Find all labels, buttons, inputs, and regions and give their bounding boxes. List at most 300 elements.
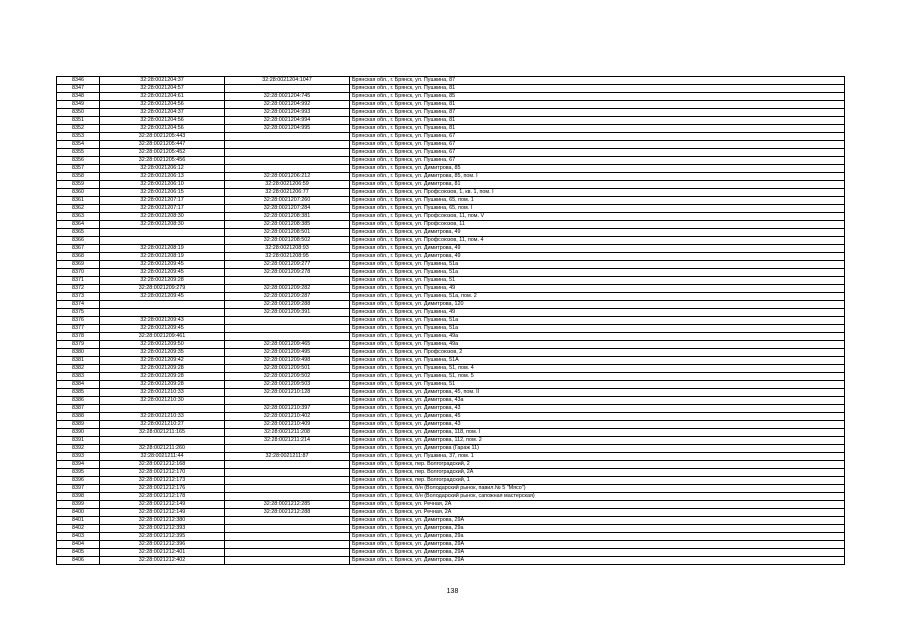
parcel-number-cell: 32:28:0021211:260 (100, 445, 225, 453)
building-number-cell (225, 157, 350, 165)
address-cell: Брянская обл., г. Брянск, ул. Профсоюзов, 11 (350, 221, 845, 229)
building-number-cell: 32:28:0021210:397 (225, 405, 350, 413)
table-row (57, 221, 845, 229)
building-number-cell (225, 141, 350, 149)
row-number-cell: 8390 (57, 429, 100, 437)
parcel-number-cell: 32:28:0021205:456 (100, 157, 225, 165)
registry-table-body (57, 77, 845, 565)
row-number-cell: 8405 (57, 549, 100, 557)
table-row (57, 173, 845, 181)
table-row (57, 477, 845, 485)
address-cell: Брянская обл., г. Брянск, ул. Димитрова, 29а (350, 525, 845, 533)
table-row (57, 189, 845, 197)
row-number-cell: 8394 (57, 461, 100, 469)
address-cell: Брянская обл., г. Брянск, ул. Димитрова, 85, пом. I (350, 173, 845, 181)
parcel-number-cell: 32:28:0021212:149 (100, 501, 225, 509)
row-number-cell: 8373 (57, 293, 100, 301)
table-row (57, 133, 845, 141)
parcel-number-cell: 32:28:0021209:28 (100, 381, 225, 389)
row-number-cell: 8370 (57, 269, 100, 277)
address-cell: Брянская обл., г. Брянск, ул. Димитрова, 29А (350, 541, 845, 549)
address-cell: Брянская обл., г. Брянск, пер. Волгоградский, 2А (350, 469, 845, 477)
table-row (57, 237, 845, 245)
table-row (57, 485, 845, 493)
row-number-cell: 8363 (57, 213, 100, 221)
row-number-cell: 8396 (57, 477, 100, 485)
address-cell: Брянская обл., г. Брянск, ул. Димитрова (Гараж 11) (350, 445, 845, 453)
table-row (57, 261, 845, 269)
table-row (57, 389, 845, 397)
building-number-cell: 32:28:0021211:208 (225, 429, 350, 437)
table-row (57, 469, 845, 477)
building-number-cell: 32:28:0021206:59 (225, 181, 350, 189)
address-cell: Брянская обл., г. Брянск, ул. Димитрова, 120 (350, 301, 845, 309)
parcel-number-cell: 32:28:0021204:56 (100, 101, 225, 109)
building-number-cell (225, 165, 350, 173)
building-number-cell (225, 85, 350, 93)
building-number-cell (225, 397, 350, 405)
table-row (57, 509, 845, 517)
parcel-number-cell: 32:28:0021205:447 (100, 141, 225, 149)
building-number-cell (225, 493, 350, 501)
building-number-cell: 32:28:0021212:285 (225, 501, 350, 509)
parcel-number-cell: 32:28:0021212:401 (100, 549, 225, 557)
row-number-cell: 8351 (57, 117, 100, 125)
parcel-number-cell: 32:28:0021205:452 (100, 149, 225, 157)
row-number-cell: 8376 (57, 317, 100, 325)
address-cell: Брянская обл., г. Брянск, ул. Пушкина, 67 (350, 133, 845, 141)
address-cell: Брянская обл., г. Брянск, ул. Пушкина, 85 (350, 93, 845, 101)
parcel-number-cell: 32:28:0021204:57 (100, 85, 225, 93)
row-number-cell: 8354 (57, 141, 100, 149)
parcel-number-cell: 32:28:0021209:45 (100, 325, 225, 333)
row-number-cell: 8377 (57, 325, 100, 333)
building-number-cell (225, 445, 350, 453)
table-row (57, 397, 845, 405)
building-number-cell (225, 277, 350, 285)
parcel-number-cell: 32:28:0021209:28 (100, 373, 225, 381)
building-number-cell (225, 549, 350, 557)
table-row (57, 349, 845, 357)
parcel-number-cell: 32:28:0021204:37 (100, 77, 225, 85)
row-number-cell: 8386 (57, 397, 100, 405)
building-number-cell (225, 333, 350, 341)
building-number-cell: 32:28:0021207:284 (225, 205, 350, 213)
parcel-number-cell: 32:28:0021212:168 (100, 461, 225, 469)
parcel-number-cell: 32:28:0021212:173 (100, 477, 225, 485)
address-cell: Брянская обл., г. Брянск, ул. Пушкина, 51а (350, 269, 845, 277)
parcel-number-cell: 32:28:0021204:56 (100, 125, 225, 133)
parcel-number-cell (100, 309, 225, 317)
address-cell: Брянская обл., г. Брянск, ул. Пушкина, 67 (350, 141, 845, 149)
building-number-cell (225, 533, 350, 541)
table-row (57, 453, 845, 461)
parcel-number-cell: 32:28:0021212:396 (100, 541, 225, 549)
building-number-cell: 32:28:0021208:501 (225, 229, 350, 237)
row-number-cell: 8399 (57, 501, 100, 509)
address-cell: Брянская обл., г. Брянск, пер. Волгоградский, 2 (350, 461, 845, 469)
table-row (57, 405, 845, 413)
address-cell: Брянская обл., г. Брянск, ул. Пушкина, 51а (350, 325, 845, 333)
building-number-cell: 32:28:0021204:994 (225, 117, 350, 125)
table-row (57, 269, 845, 277)
table-row (57, 493, 845, 501)
address-cell: Брянская обл., г. Брянск, ул. Профсоюзов, 1, кв. 1, пом. I (350, 189, 845, 197)
building-number-cell: 32:28:0021209:288 (225, 301, 350, 309)
table-row (57, 157, 845, 165)
row-number-cell: 8348 (57, 93, 100, 101)
parcel-number-cell: 32:28:0021209:50 (100, 341, 225, 349)
parcel-number-cell: 32:28:0021209:279 (100, 285, 225, 293)
row-number-cell: 8349 (57, 101, 100, 109)
building-number-cell: 32:28:0021204:1047 (225, 77, 350, 85)
table-row (57, 373, 845, 381)
table-row (57, 341, 845, 349)
address-cell: Брянская обл., г. Брянск, ул. Пушкина, 49 (350, 285, 845, 293)
table-row (57, 285, 845, 293)
parcel-number-cell: 32:28:0021212:395 (100, 533, 225, 541)
parcel-number-cell: 32:28:0021212:170 (100, 469, 225, 477)
table-row (57, 517, 845, 525)
address-cell: Брянская обл., г. Брянск, ул. Пушкина, 87 (350, 77, 845, 85)
parcel-number-cell: 32:28:0021209:45 (100, 293, 225, 301)
row-number-cell: 8392 (57, 445, 100, 453)
table-row (57, 413, 845, 421)
building-number-cell: 32:28:0021209:465 (225, 341, 350, 349)
address-cell: Брянская обл., г. Брянск, ул. Пушкина, 81 (350, 101, 845, 109)
parcel-number-cell: 32:28:0021212:380 (100, 517, 225, 525)
row-number-cell: 8403 (57, 533, 100, 541)
building-number-cell: 32:28:0021209:287 (225, 293, 350, 301)
row-number-cell: 8353 (57, 133, 100, 141)
table-row (57, 541, 845, 549)
table-row (57, 205, 845, 213)
address-cell: Брянская обл., г. Брянск, ул. Пушкина, 81 (350, 117, 845, 125)
address-cell: Брянская обл., г. Брянск, ул. Димитрова, 81 (350, 181, 845, 189)
parcel-number-cell: 32:28:0021208:30 (100, 213, 225, 221)
table-row (57, 85, 845, 93)
building-number-cell (225, 149, 350, 157)
address-cell: Брянская обл., г. Брянск, ул. Пушкина, 51 (350, 277, 845, 285)
row-number-cell: 8371 (57, 277, 100, 285)
building-number-cell: 32:28:0021212:288 (225, 509, 350, 517)
address-cell: Брянская обл., г. Брянск, ул. Пушкина, 51А (350, 357, 845, 365)
building-number-cell: 32:28:0021208:381 (225, 213, 350, 221)
building-number-cell (225, 525, 350, 533)
building-number-cell: 32:28:0021207:260 (225, 197, 350, 205)
table-row (57, 109, 845, 117)
table-row (57, 309, 845, 317)
building-number-cell: 32:28:0021210:128 (225, 389, 350, 397)
address-cell: Брянская обл., г. Брянск, ул. Пушкина, 37, пом. 1 (350, 453, 845, 461)
parcel-number-cell (100, 405, 225, 413)
table-row (57, 181, 845, 189)
table-row (57, 77, 845, 85)
building-number-cell: 32:28:0021209:282 (225, 285, 350, 293)
row-number-cell: 8368 (57, 253, 100, 261)
parcel-number-cell: 32:28:0021206:13 (100, 173, 225, 181)
table-row (57, 197, 845, 205)
row-number-cell: 8387 (57, 405, 100, 413)
table-row (57, 301, 845, 309)
row-number-cell: 8378 (57, 333, 100, 341)
parcel-number-cell: 32:28:0021208:19 (100, 245, 225, 253)
address-cell: Брянская обл., г. Брянск, ул. Профсоюзов, 11, пом. V (350, 213, 845, 221)
table-row (57, 125, 845, 133)
building-number-cell (225, 469, 350, 477)
row-number-cell: 8369 (57, 261, 100, 269)
table-row (57, 245, 845, 253)
building-number-cell: 32:28:0021206:212 (225, 173, 350, 181)
row-number-cell: 8402 (57, 525, 100, 533)
row-number-cell: 8358 (57, 173, 100, 181)
row-number-cell: 8374 (57, 301, 100, 309)
table-row (57, 557, 845, 565)
building-number-cell: 32:28:0021211:87 (225, 453, 350, 461)
row-number-cell: 8397 (57, 485, 100, 493)
address-cell: Брянская обл., г. Брянск, ул. Пушкина, 65, пом. 1 (350, 197, 845, 205)
address-cell: Брянская обл., г. Брянск, ул. Димитрова, 45 (350, 413, 845, 421)
table-row (57, 365, 845, 373)
building-number-cell: 32:28:0021208:502 (225, 237, 350, 245)
address-cell: Брянская обл., г. Брянск, ул. Димитрова, 45, пом. II (350, 389, 845, 397)
row-number-cell: 8360 (57, 189, 100, 197)
building-number-cell (225, 461, 350, 469)
address-cell: Брянская обл., г. Брянск, ул. Пушкина, 49а (350, 341, 845, 349)
address-cell: Брянская обл., г. Брянск, ул. Димитрова, 49 (350, 245, 845, 253)
row-number-cell: 8398 (57, 493, 100, 501)
building-number-cell (225, 557, 350, 565)
parcel-number-cell (100, 437, 225, 445)
address-cell: Брянская обл., г. Брянск, ул. Димитрова, 29А (350, 557, 845, 565)
table-row (57, 229, 845, 237)
table-row (57, 149, 845, 157)
table-row (57, 141, 845, 149)
table-row (57, 501, 845, 509)
table-row (57, 253, 845, 261)
table-row (57, 437, 845, 445)
address-cell: Брянская обл., г. Брянск, ул. Димитрова, 85 (350, 165, 845, 173)
building-number-cell: 32:28:0021208:93 (225, 245, 350, 253)
row-number-cell: 8359 (57, 181, 100, 189)
address-cell: Брянская обл., г. Брянск, ул. Димитрова, 29А (350, 517, 845, 525)
address-cell: Брянская обл., г. Брянск, ул. Димитрова, 43 (350, 405, 845, 413)
row-number-cell: 8383 (57, 373, 100, 381)
row-number-cell: 8404 (57, 541, 100, 549)
row-number-cell: 8346 (57, 77, 100, 85)
row-number-cell: 8352 (57, 125, 100, 133)
address-cell: Брянская обл., г. Брянск, ул. Пушкина, 51а, пом. 2 (350, 293, 845, 301)
table-row (57, 317, 845, 325)
parcel-number-cell (100, 237, 225, 245)
parcel-number-cell: 32:28:0021209:45 (100, 269, 225, 277)
parcel-number-cell: 32:28:0021207:17 (100, 205, 225, 213)
row-number-cell: 8406 (57, 557, 100, 565)
address-cell: Брянская обл., г. Брянск, ул. Димитрова, 29А (350, 549, 845, 557)
row-number-cell: 8401 (57, 517, 100, 525)
row-number-cell: 8385 (57, 389, 100, 397)
building-number-cell: 32:28:0021209:277 (225, 261, 350, 269)
table-row (57, 429, 845, 437)
parcel-number-cell: 32:28:0021204:56 (100, 117, 225, 125)
row-number-cell: 8355 (57, 149, 100, 157)
parcel-number-cell: 32:28:0021211:44 (100, 453, 225, 461)
table-row (57, 165, 845, 173)
row-number-cell: 8388 (57, 413, 100, 421)
address-cell: Брянская обл., г. Брянск, б/н (Володарский рынок, сапожная мастерская) (350, 493, 845, 501)
parcel-number-cell: 32:28:0021211:165 (100, 429, 225, 437)
row-number-cell: 8357 (57, 165, 100, 173)
row-number-cell: 8384 (57, 381, 100, 389)
row-number-cell: 8379 (57, 341, 100, 349)
building-number-cell: 32:28:0021204:993 (225, 109, 350, 117)
parcel-number-cell: 32:28:0021212:149 (100, 509, 225, 517)
registry-table (56, 76, 845, 565)
building-number-cell: 32:28:0021210:402 (225, 413, 350, 421)
table-row (57, 421, 845, 429)
table-row (57, 333, 845, 341)
parcel-number-cell: 32:28:0021209:28 (100, 365, 225, 373)
address-cell: Брянская обл., г. Брянск, ул. Димитрова, 112, пом. 2 (350, 437, 845, 445)
address-cell: Брянская обл., г. Брянск, ул. Димитрова, 43а (350, 397, 845, 405)
address-cell: Брянская обл., г. Брянск, ул. Димитрова, 43 (350, 421, 845, 429)
page-number: 138 (446, 588, 459, 595)
address-cell: Брянская обл., г. Брянск, ул. Пушкина, 65, пом. I (350, 205, 845, 213)
building-number-cell: 32:28:0021210:409 (225, 421, 350, 429)
building-number-cell: 32:28:0021209:501 (225, 365, 350, 373)
address-cell: Брянская обл., г. Брянск, б/н (Володарский рынок, павил.№ 5 "Мясо") (350, 485, 845, 493)
table-row (57, 117, 845, 125)
parcel-number-cell: 32:28:0021204:37 (100, 109, 225, 117)
building-number-cell: 32:28:0021208:95 (225, 253, 350, 261)
building-number-cell (225, 541, 350, 549)
row-number-cell: 8347 (57, 85, 100, 93)
row-number-cell: 8389 (57, 421, 100, 429)
parcel-number-cell: 32:28:0021210:33 (100, 389, 225, 397)
address-cell: Брянская обл., г. Брянск, ул. Пушкина, 51, пом. 5 (350, 373, 845, 381)
table-row (57, 533, 845, 541)
building-number-cell (225, 477, 350, 485)
address-cell: Брянская обл., г. Брянск, ул. Пушкина, 67 (350, 149, 845, 157)
parcel-number-cell: 32:28:0021207:17 (100, 197, 225, 205)
parcel-number-cell: 32:28:0021209:45 (100, 261, 225, 269)
parcel-number-cell: 32:28:0021205:443 (100, 133, 225, 141)
row-number-cell: 8391 (57, 437, 100, 445)
address-cell: Брянская обл., г. Брянск, ул. Пушкина, 51 (350, 381, 845, 389)
table-row (57, 213, 845, 221)
address-cell: Брянская обл., г. Брянск, ул. Профсоюзов, 11, пом. 4 (350, 237, 845, 245)
parcel-number-cell: 32:28:0021210:27 (100, 421, 225, 429)
address-cell: Брянская обл., г. Брянск, ул. Димитрова, 118, пом. I (350, 429, 845, 437)
building-number-cell (225, 485, 350, 493)
building-number-cell: 32:28:0021204:745 (225, 93, 350, 101)
building-number-cell (225, 325, 350, 333)
building-number-cell (225, 317, 350, 325)
building-number-cell: 32:28:0021211:214 (225, 437, 350, 445)
registry-table-container (56, 76, 844, 565)
address-cell: Брянская обл., г. Брянск, ул. Димитрова, 49 (350, 253, 845, 261)
address-cell: Брянская обл., г. Брянск, ул. Пушкина, 51а (350, 261, 845, 269)
building-number-cell: 32:28:0021209:503 (225, 381, 350, 389)
row-number-cell: 8381 (57, 357, 100, 365)
address-cell: Брянская обл., г. Брянск, ул. Пушкина, 51, пом. 4 (350, 365, 845, 373)
address-cell: Брянская обл., г. Брянск, ул. Пушкина, 87 (350, 109, 845, 117)
parcel-number-cell: 32:28:0021206:12 (100, 165, 225, 173)
building-number-cell: 32:28:0021209:502 (225, 373, 350, 381)
table-row (57, 325, 845, 333)
building-number-cell (225, 133, 350, 141)
row-number-cell: 8361 (57, 197, 100, 205)
parcel-number-cell: 32:28:0021212:402 (100, 557, 225, 565)
table-row (57, 277, 845, 285)
building-number-cell: 32:28:0021204:995 (225, 125, 350, 133)
parcel-number-cell: 32:28:0021209:43 (100, 317, 225, 325)
address-cell: Брянская обл., г. Брянск, ул. Пушкина, 67 (350, 157, 845, 165)
parcel-number-cell: 32:28:0021206:10 (100, 181, 225, 189)
row-number-cell: 8356 (57, 157, 100, 165)
building-number-cell: 32:28:0021209:495 (225, 349, 350, 357)
parcel-number-cell (100, 301, 225, 309)
parcel-number-cell: 32:28:0021208:19 (100, 253, 225, 261)
parcel-number-cell: 32:28:0021209:28 (100, 277, 225, 285)
parcel-number-cell: 32:28:0021204:61 (100, 93, 225, 101)
row-number-cell: 8364 (57, 221, 100, 229)
row-number-cell: 8350 (57, 109, 100, 117)
building-number-cell (225, 517, 350, 525)
table-row (57, 461, 845, 469)
row-number-cell: 8400 (57, 509, 100, 517)
table-row (57, 445, 845, 453)
row-number-cell: 8380 (57, 349, 100, 357)
row-number-cell: 8393 (57, 453, 100, 461)
table-row (57, 101, 845, 109)
table-row (57, 93, 845, 101)
row-number-cell: 8362 (57, 205, 100, 213)
address-cell: Брянская обл., г. Брянск, ул. Димитрова, 49 (350, 229, 845, 237)
building-number-cell: 32:28:0021209:498 (225, 357, 350, 365)
parcel-number-cell: 32:28:0021209:461 (100, 333, 225, 341)
parcel-number-cell: 32:28:0021210:30 (100, 397, 225, 405)
row-number-cell: 8382 (57, 365, 100, 373)
building-number-cell: 32:28:0021208:385 (225, 221, 350, 229)
address-cell: Брянская обл., г. Брянск, пер. Волгоградский, 1 (350, 477, 845, 485)
parcel-number-cell: 32:28:0021206:15 (100, 189, 225, 197)
address-cell: Брянская обл., г. Брянск, ул. Пушкина, 49 (350, 309, 845, 317)
table-row (57, 381, 845, 389)
address-cell: Брянская обл., г. Брянск, ул. Профсоюзов, 2 (350, 349, 845, 357)
address-cell: Брянская обл., г. Брянск, ул. Речная, 2А (350, 509, 845, 517)
parcel-number-cell: 32:28:0021212:178 (100, 493, 225, 501)
table-row (57, 525, 845, 533)
parcel-number-cell: 32:28:0021209:42 (100, 357, 225, 365)
row-number-cell: 8372 (57, 285, 100, 293)
address-cell: Брянская обл., г. Брянск, ул. Димитрова, 29а (350, 533, 845, 541)
address-cell: Брянская обл., г. Брянск, ул. Речная, 2А (350, 501, 845, 509)
row-number-cell: 8395 (57, 469, 100, 477)
building-number-cell: 32:28:0021209:278 (225, 269, 350, 277)
building-number-cell: 32:28:0021204:992 (225, 101, 350, 109)
address-cell: Брянская обл., г. Брянск, ул. Пушкина, 49а (350, 333, 845, 341)
building-number-cell: 32:28:0021209:391 (225, 309, 350, 317)
address-cell: Брянская обл., г. Брянск, ул. Пушкина, 51а (350, 317, 845, 325)
row-number-cell: 8367 (57, 245, 100, 253)
address-cell: Брянская обл., г. Брянск, ул. Пушкина, 81 (350, 85, 845, 93)
table-row (57, 293, 845, 301)
parcel-number-cell: 32:28:0021212:393 (100, 525, 225, 533)
parcel-number-cell (100, 229, 225, 237)
table-row (57, 549, 845, 557)
row-number-cell: 8366 (57, 237, 100, 245)
